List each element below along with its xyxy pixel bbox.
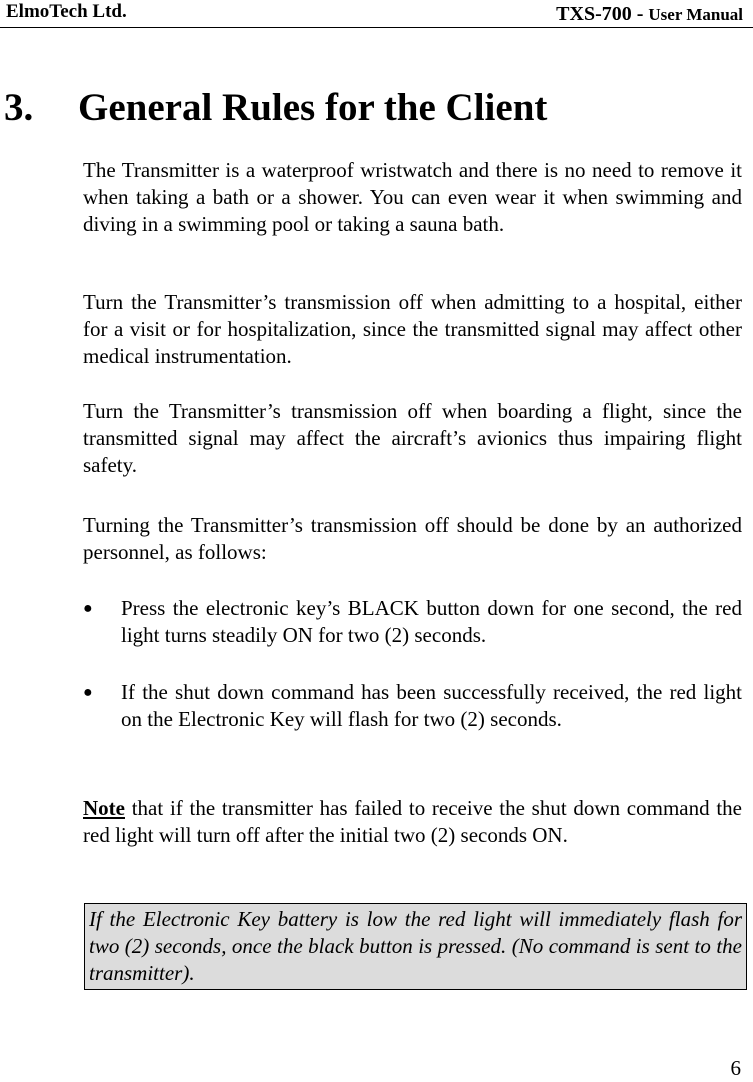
paragraph-waterproof: The Transmitter is a waterproof wristwatch and there is no need to remove it when taking a bath or a shower. You can even wear it when swimming and diving in a swimming pool or taking a sauna bath.: [83, 158, 742, 236]
document-title: [556, 3, 743, 26]
list-item-text: Press the electronic key’s BLACK button down for one second, the red light turns steadily ON for two (2) seconds.: [121, 596, 742, 647]
section-title: General Rules for the Client: [78, 86, 548, 129]
note-label: Note: [83, 796, 125, 820]
company-name: ElmoTech Ltd.: [6, 1, 127, 22]
paragraph-authorized: Turning the Transmitter’s transmission off should be done by an authorized personnel, as follows:: [83, 513, 742, 564]
list-item-text: If the shut down command has been successfully received, the red light on the Electronic Key will flash for two (2) seconds.: [121, 680, 742, 731]
paragraph-flight: Turn the Transmitter’s transmission off when boarding a flight, since the transmitted signal may affect the aircraft’s avionics thus impairing flight safety.: [83, 399, 742, 477]
callout-box: If the Electronic Key battery is low the red light will immediately flash for two (2) seconds, once the black button is pressed. (No command is sent to the transmitter).: [84, 903, 747, 990]
section-heading: [4, 85, 547, 130]
page-number: 6: [730, 1056, 741, 1080]
document-title-main: TXS-700 -: [556, 3, 649, 25]
note-paragraph: [83, 795, 742, 849]
note-text: that if the transmitter has failed to receive the shut down command the red light will turn off after the initial two (2) seconds ON.: [83, 796, 742, 847]
list-item: [83, 679, 742, 733]
section-number: 3.: [4, 86, 34, 129]
paragraph-hospital: Turn the Transmitter’s transmission off when admitting to a hospital, either for a visit or for hospitalization, since the transmitted signal may affect other medical instrumentation.: [83, 290, 742, 368]
page-header: [0, 0, 753, 28]
bullet-icon: ●: [83, 600, 93, 617]
bullet-icon: ●: [83, 684, 93, 701]
document-title-sub: User Manual: [648, 5, 743, 24]
list-item: [83, 595, 742, 649]
